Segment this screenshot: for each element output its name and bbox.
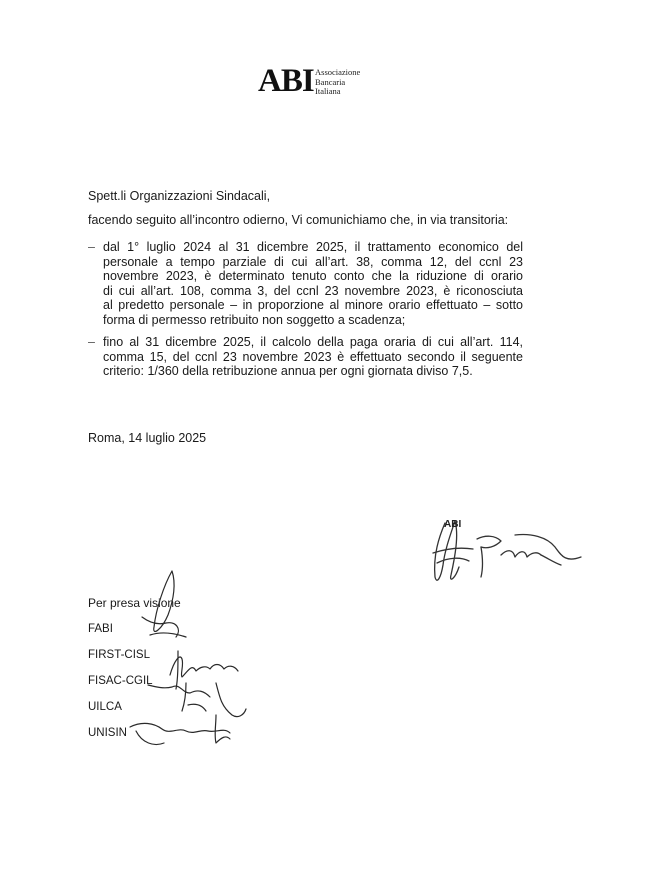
dash-bullet: – [88,240,95,254]
place-date: Roma, 14 luglio 2025 [88,431,207,445]
text-line: novembre 2023, è determinato tenuto conto che la riduzione di orario [103,269,523,283]
text-line: fino al 31 dicembre 2025, il calcolo della paga oraria di cui all’art. 114, [103,335,523,349]
union-fisac-cgil: FISAC-CGIL [88,675,153,687]
abi-signature-label: ABI [444,519,462,530]
per-presa-visione: Per presa visione [88,596,181,610]
list-item [88,240,523,327]
union-signatures [120,565,280,755]
union-unisin: UNISIN [88,727,127,739]
salutation: Spett.li Organizzazioni Sindacali, [88,189,271,203]
union-uilca: UILCA [88,701,122,713]
abi-signature [415,505,585,595]
union-first-cisl: FIRST-CISL [88,649,150,661]
logo-line-3: Italiana [315,86,341,96]
text-line: forma di permesso retribuito non soggetto a scadenza; [103,312,406,327]
union-fabi: FABI [88,623,113,635]
list-item-text [103,335,523,379]
list-item-text [103,240,523,327]
text-line: comma 15, del ccnl 23 novembre 2023 è effettuato secondo il seguente [103,349,523,364]
logo-subtitle [315,68,360,97]
logo-line-1: Associazione [315,67,361,77]
text-line: di cui all’art. 108, comma 3, del ccnl 23 novembre 2023, è riconosciuta [103,283,523,298]
intro-paragraph: facendo seguito all’incontro odierno, Vi comunichiamo che, in via transitoria: [88,213,509,227]
list-item [88,335,523,379]
logo-mark: ABI [258,63,314,99]
logo-line-2: Bancaria [315,76,346,87]
text-line: personale a tempo parziale di cui all’art. 38, comma 12, del ccnl 23 [103,254,523,269]
text-line: al predetto personale – in proporzione al minore orario effettuato – sotto [103,298,523,312]
dash-bullet: – [88,335,95,349]
text-line: criterio: 1/360 della retribuzione annua per ogni giornata diviso 7,5. [103,364,473,378]
text-line: dal 1° luglio 2024 al 31 dicembre 2025, il trattamento economico del [103,240,523,254]
